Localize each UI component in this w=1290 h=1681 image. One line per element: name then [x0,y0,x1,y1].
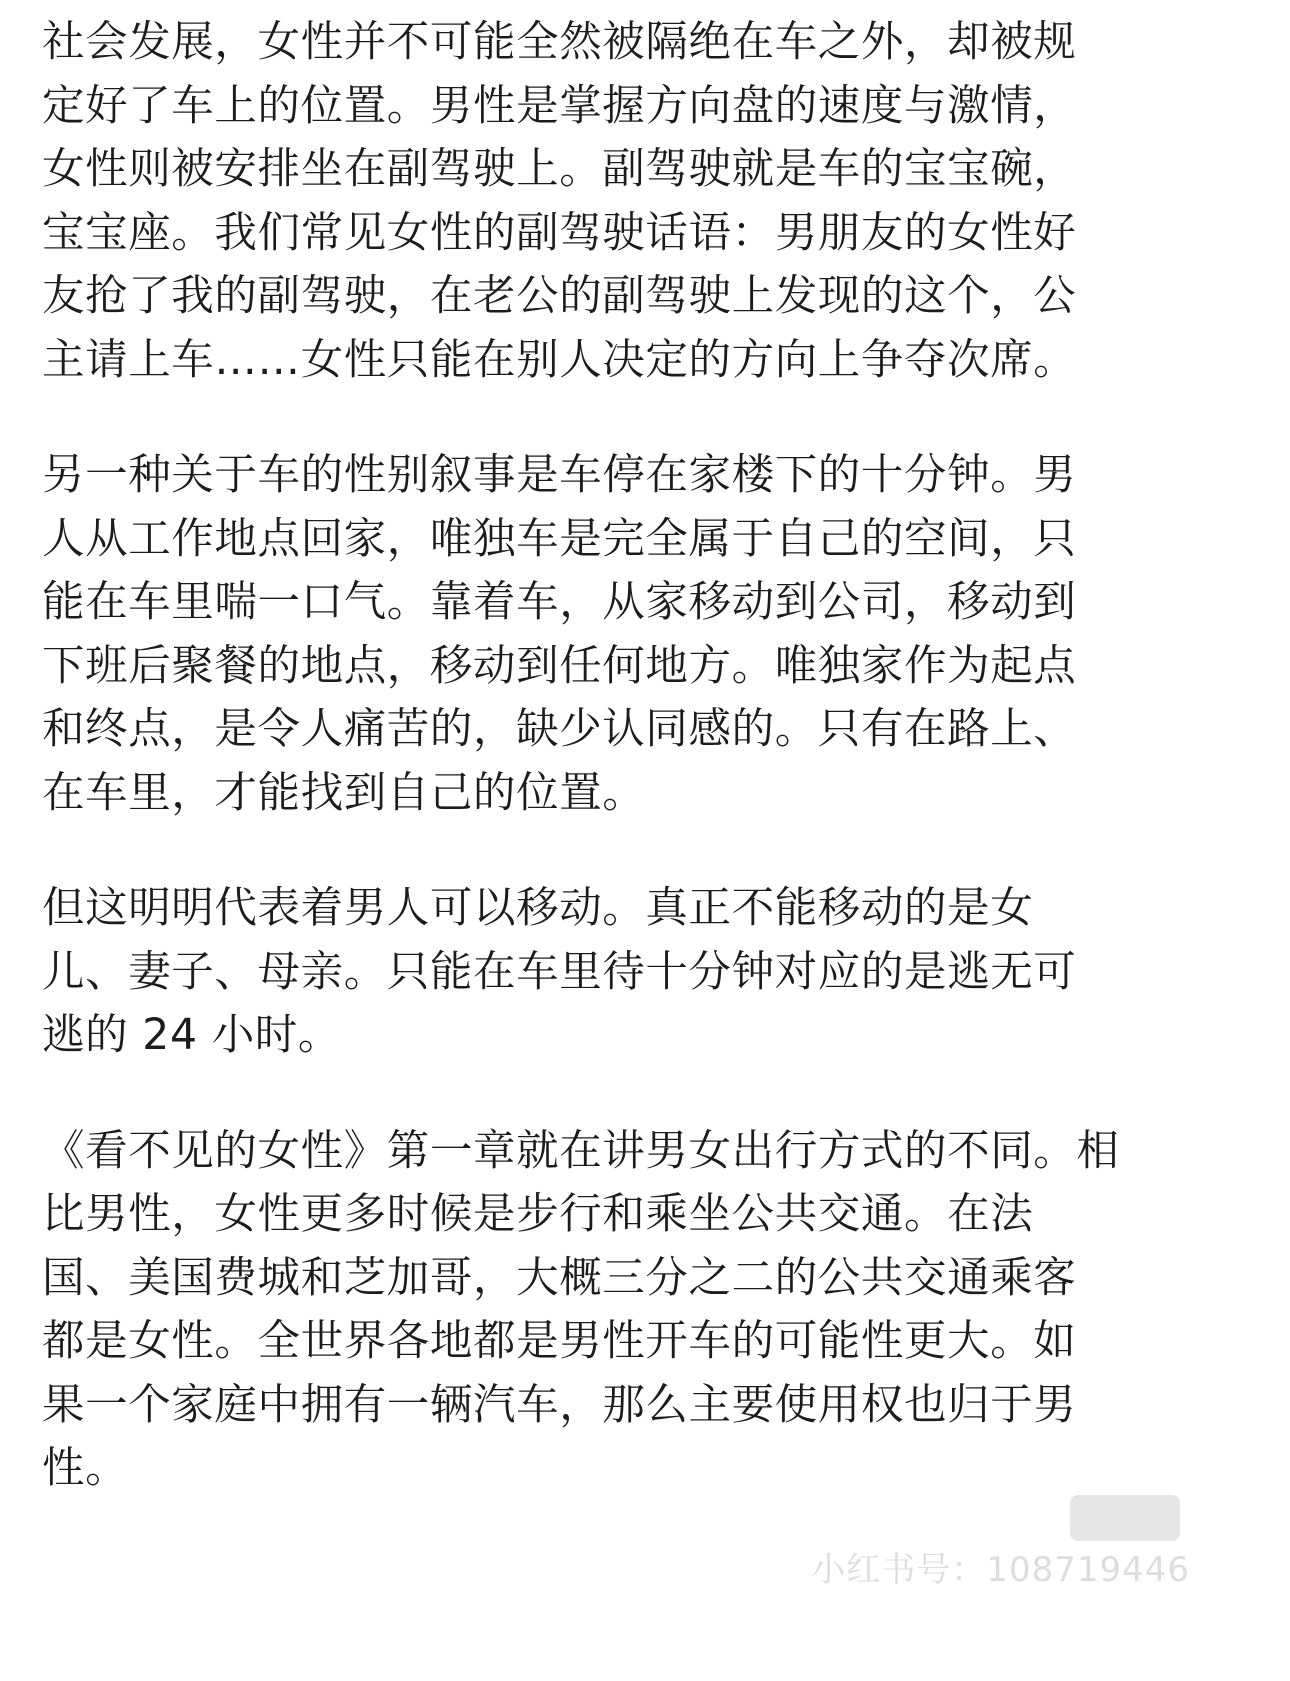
text-line: 《看不见的女性》第一章就在讲男女出行方式的不同。相 [42,1126,1120,1176]
text-line: 友抢了我的副驾驶，在老公的副驾驶上发现的这个，公 [42,272,1077,321]
text-line: 人从工作地点回家，唯独车是完全属于自己的空间，只 [42,514,1077,564]
watermark-logo-icon [1070,1495,1180,1541]
text-line: 主请上车……女性只能在别人决定的方向上争夺次席。 [42,335,1077,385]
text-line: 果一个家庭中拥有一辆汽车，那么主要使用权也归于男 [42,1380,1077,1430]
text-line: 社会发展，女性并不可能全然被隔绝在车之外，却被规 [42,18,1077,67]
paragraph [42,877,1254,1068]
text-line: 比男性，女性更多时候是步行和乘坐公共交通。在法 [42,1190,1034,1239]
text-line: 另一种关于车的性别叙事是车停在家楼下的十分钟。男 [42,451,1077,500]
text-line: 定好了车上的位置。男性是掌握方向盘的速度与激情， [42,81,1077,131]
text-line: 性。 [42,1444,129,1493]
text-line: 下班后聚餐的地点，移动到任何地方。唯独家作为起点 [42,641,1077,691]
text-line: 在车里，才能找到自己的位置。 [42,768,646,818]
text-line: 儿、妻子、母亲。只能在车里待十分钟对应的是逃无可 [42,947,1077,997]
paragraph [42,11,1254,392]
paragraph [42,1120,1254,1501]
text-line: 和终点，是令人痛苦的，缺少认同感的。只有在路上、 [42,705,1077,754]
text-line: 女性则被安排坐在副驾驶上。副驾驶就是车的宝宝碗， [42,145,1077,194]
text-line: 国、美国费城和芝加哥，大概三分之二的公共交通乘客 [42,1253,1077,1303]
watermark-text: 小红书号：108719446 [811,1550,1190,1590]
text-line: 能在车里喘一口气。靠着车，从家移动到公司，移动到 [42,578,1077,627]
paragraph [42,444,1254,825]
text-line: 逃的 24 小时。 [42,1011,341,1060]
text-line: 宝宝座。我们常见女性的副驾驶话语：男朋友的女性好 [42,208,1077,258]
text-line: 都是女性。全世界各地都是男性开车的可能性更大。如 [42,1317,1077,1366]
article-body [42,0,1254,1553]
text-line: 但这明明代表着男人可以移动。真正不能移动的是女 [42,884,1034,933]
